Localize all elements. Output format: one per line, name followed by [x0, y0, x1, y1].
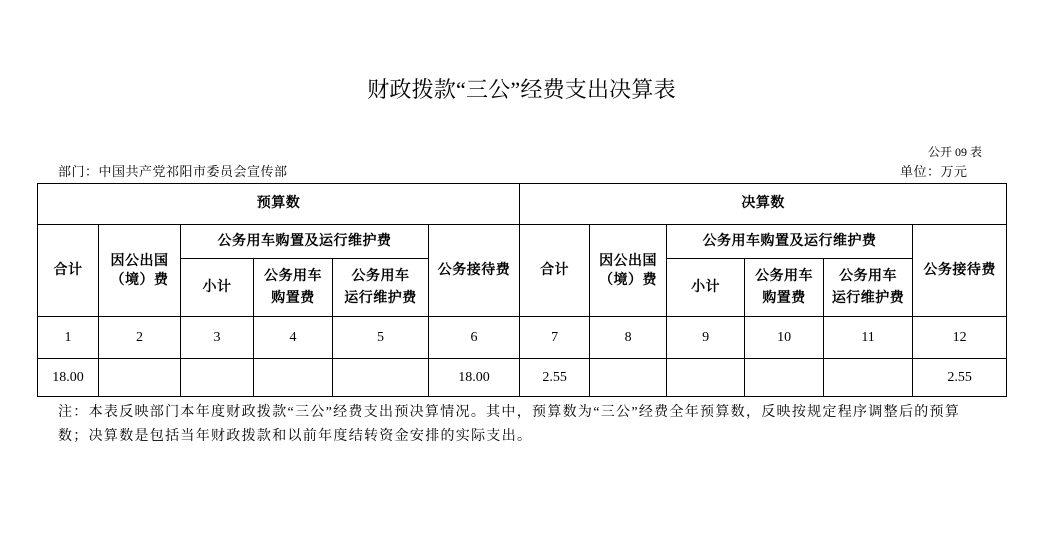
expenditure-table [37, 183, 1007, 397]
final-purchase-header: 公务用车 购置费 [745, 259, 824, 317]
final-abroad-header: 因公出国 （境）费 [590, 225, 667, 317]
budget-subtotal-header: 小计 [181, 259, 254, 317]
final-abroad-value [590, 359, 667, 397]
footnote-line-2: 数；决算数是包括当年财政拨款和以前年度结转资金安排的实际支出。 [58, 429, 533, 444]
final-subtotal-value [667, 359, 745, 397]
final-purchase-value [745, 359, 824, 397]
budget-total-header: 合计 [38, 225, 99, 317]
final-maintenance-header: 公务用车 运行维护费 [824, 259, 913, 317]
budget-purchase-header: 公务用车 购置费 [254, 259, 333, 317]
final-total-header: 合计 [520, 225, 590, 317]
final-vehicle-group-header: 公务用车购置及运行维护费 [667, 225, 913, 259]
budget-vehicle-group-header: 公务用车购置及运行维护费 [181, 225, 429, 259]
column-number: 8 [590, 317, 667, 359]
column-number: 3 [181, 317, 254, 359]
column-number: 7 [520, 317, 590, 359]
page-title: 财政拨款“三公”经费支出决算表 [367, 77, 676, 102]
budget-header: 预算数 [38, 184, 520, 225]
table-header-row-1 [38, 184, 1007, 225]
department-label: 部门：中国共产党祁阳市委员会宣传部 [58, 164, 288, 179]
budget-abroad-value [99, 359, 181, 397]
column-number: 9 [667, 317, 745, 359]
budget-maintenance-value [333, 359, 429, 397]
unit-label: 单位：万元 [900, 164, 968, 179]
column-number: 2 [99, 317, 181, 359]
value-row [38, 359, 1007, 397]
form-number: 公开 09 表 [928, 145, 983, 159]
column-number: 12 [913, 317, 1007, 359]
budget-purchase-value [254, 359, 333, 397]
column-number: 1 [38, 317, 99, 359]
budget-subtotal-value [181, 359, 254, 397]
budget-reception-value: 18.00 [429, 359, 520, 397]
final-total-value: 2.55 [520, 359, 590, 397]
column-number: 5 [333, 317, 429, 359]
column-number: 11 [824, 317, 913, 359]
footnote [58, 401, 960, 449]
budget-reception-header: 公务接待费 [429, 225, 520, 317]
final-reception-header: 公务接待费 [913, 225, 1007, 317]
column-number: 4 [254, 317, 333, 359]
column-number-row [38, 317, 1007, 359]
column-number: 10 [745, 317, 824, 359]
final-subtotal-header: 小计 [667, 259, 745, 317]
budget-maintenance-header: 公务用车 运行维护费 [333, 259, 429, 317]
final-maintenance-value [824, 359, 913, 397]
column-number: 6 [429, 317, 520, 359]
footnote-line-1: 注：本表反映部门本年度财政拨款“三公”经费支出预决算情况。其中，预算数为“三公”经费全年预算数，反映按规定程序调整后的预算 [58, 405, 961, 420]
final-header: 决算数 [520, 184, 1007, 225]
budget-total-value: 18.00 [38, 359, 99, 397]
table-header-row-2 [38, 225, 1007, 259]
final-reception-value: 2.55 [913, 359, 1007, 397]
budget-abroad-header: 因公出国 （境）费 [99, 225, 181, 317]
